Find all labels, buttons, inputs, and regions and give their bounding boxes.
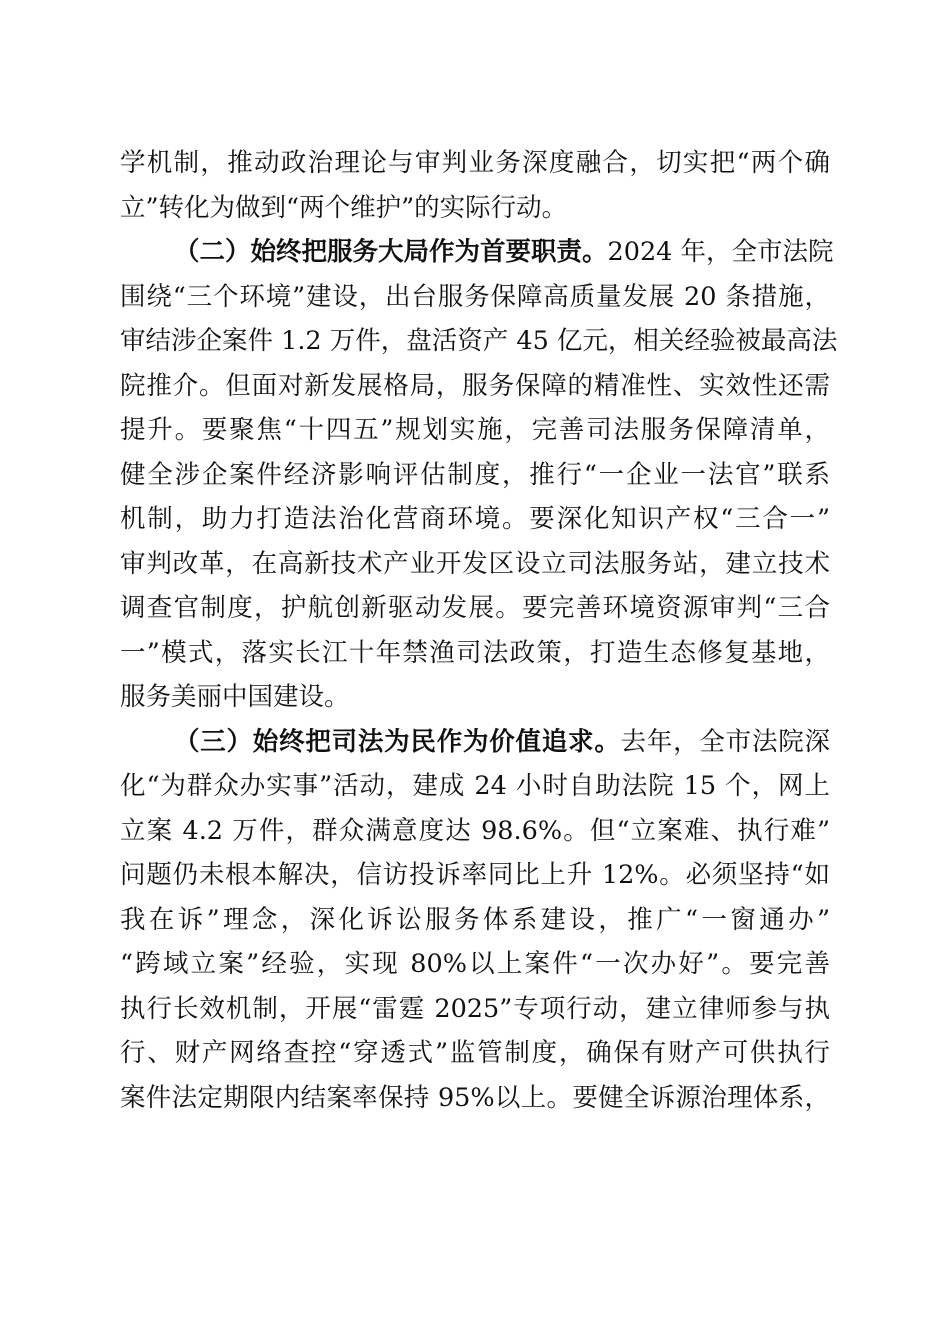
text-line: 立”转化为做到“两个维护”的实际行动。	[120, 192, 568, 223]
text-line: 院推介。但面对新发展格局，服务保障的精准性、实效性还需	[120, 370, 830, 401]
text-line: 围绕“三个环境”建设，出台服务保障高质量发展 20 条措施，	[120, 281, 830, 312]
text-line: 调查官制度，护航创新驱动发展。要完善环境资源审判“三合	[120, 593, 830, 623]
text-line: 服务美丽中国建设。	[120, 682, 350, 712]
text-line: 问题仍未根本解决，信访投诉率同比上升 12%。必须坚持“如	[120, 860, 830, 890]
text-line: 审判改革，在高新技术产业开发区设立司法服务站，建立技术	[120, 548, 830, 579]
text-line: 学机制，推动政治理论与审判业务深度融合，切实把“两个确	[120, 148, 830, 178]
text-line: 提升。要聚焦“十四五”规划实施，完善司法服务保障清单，	[120, 415, 830, 445]
text-line: 审结涉企案件 1.2 万件，盘活资产 45 亿元，相关经验被最高法	[120, 326, 838, 356]
text-line: “跨域立案”经验，实现 80%以上案件“一次办好”。要完善	[120, 949, 830, 979]
text-segment: 去年，全市法院深	[620, 726, 830, 757]
text-line: 一”模式，落实长江十年禁渔司法政策，打造生态修复基地，	[120, 637, 830, 668]
paragraph-heading: （三）始终把司法为民作为价值追求。	[174, 726, 621, 757]
paragraph-heading: （二）始终把服务大局作为首要职责。	[174, 237, 608, 267]
text-segment: 2024 年，全市法院	[607, 237, 834, 267]
text-line: 机制，助力打造法治化营商环境。要深化知识产权“三合一”	[120, 504, 830, 534]
text-line: 案件法定期限内结案率保持 95%以上。要健全诉源治理体系，	[120, 1082, 830, 1113]
paragraph-first-line	[120, 720, 830, 765]
text-line: 行、财产网络查控“穿透式”监管制度，确保有财产可供执行	[120, 1038, 830, 1068]
text-line: 健全涉企案件经济影响评估制度，推行“一企业一法官”联系	[120, 459, 830, 490]
text-line: 我在诉”理念，深化诉讼服务体系建设，推广“一窗通办”	[120, 904, 830, 935]
paragraph-first-line	[120, 230, 834, 275]
text-line: 化“为群众办实事”活动，建成 24 小时自助法院 15 个，网上	[120, 771, 830, 801]
text-line: 立案 4.2 万件，群众满意度达 98.6%。但“立案难、执行难”	[120, 815, 830, 846]
text-line: 执行长效机制，开展“雷霆 2025”专项行动，建立律师参与执	[120, 993, 830, 1024]
document-body	[120, 141, 838, 1120]
